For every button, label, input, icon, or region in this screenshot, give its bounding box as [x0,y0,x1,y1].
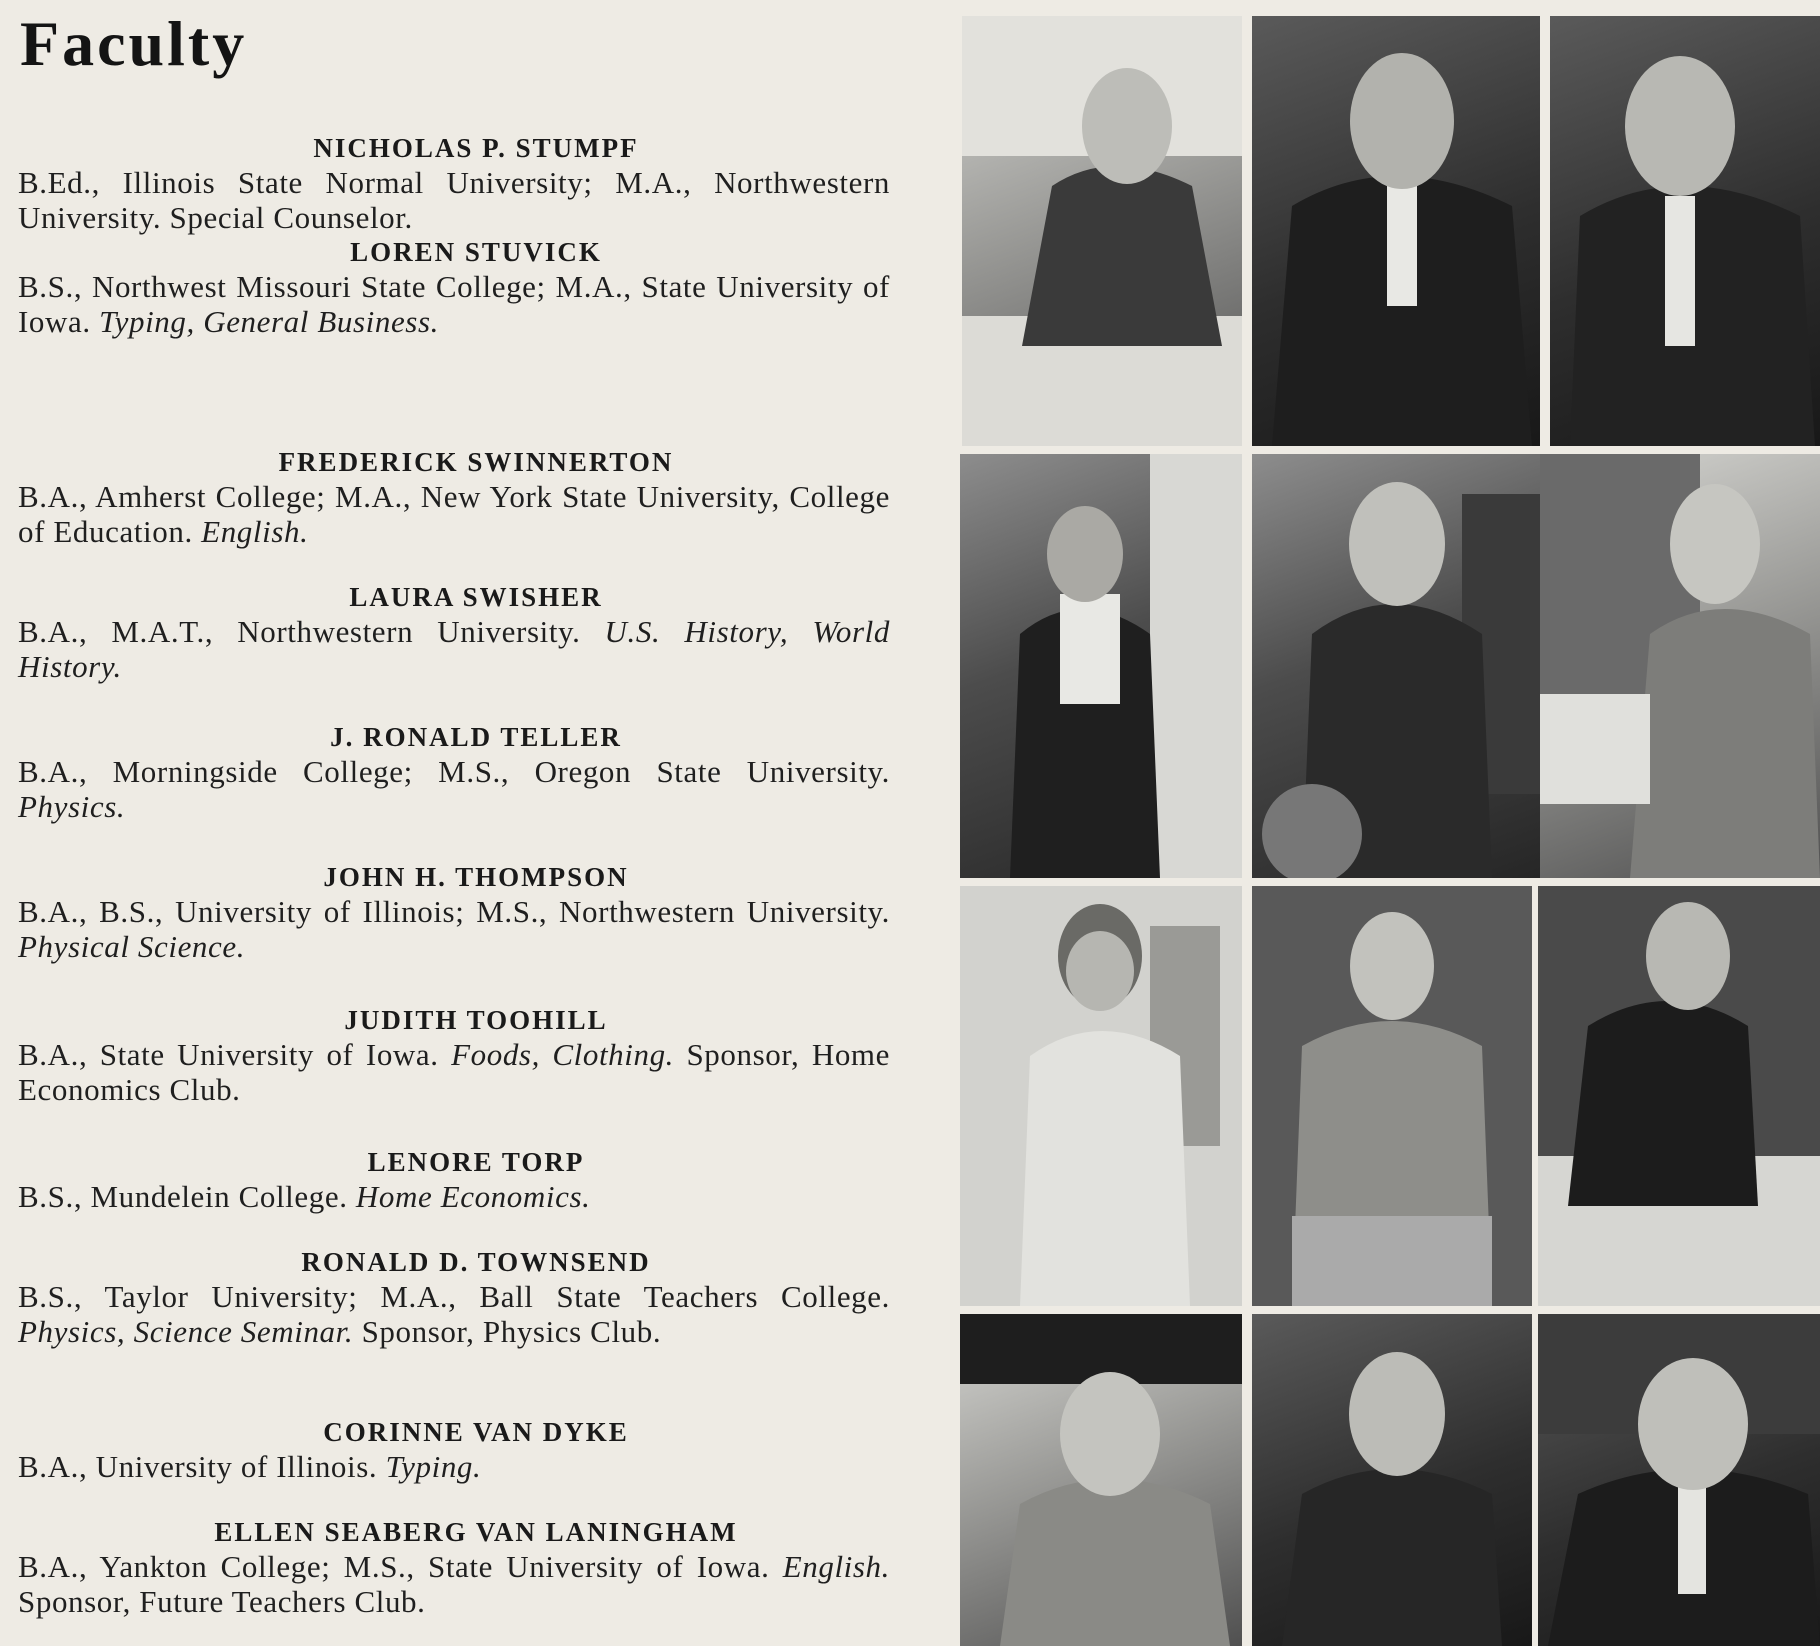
faculty-photo-grid [960,14,1820,1646]
faculty-subjects: Typing, General Business. [99,304,439,339]
faculty-name: J. RONALD TELLER [330,722,622,752]
faculty-subjects: Typing. [385,1449,482,1484]
faculty-entry [18,720,890,824]
faculty-bio: B.A., State University of Iowa. Foods, Clothing. Sponsor, Home Economics Club. [18,1037,890,1107]
faculty-name: LENORE TORP [367,1147,585,1177]
faculty-bio: B.A., M.A.T., Northwestern University. U.S. History, World History. [18,614,890,684]
faculty-subjects: Physics. [18,789,126,824]
faculty-bio: B.Ed., Illinois State Normal University; M.A., Northwestern University. Special Counselor. [18,165,890,235]
faculty-bio: B.S., Taylor University; M.A., Ball State Teachers College. Physics, Science Seminar. Sponsor, Physics Club. [18,1279,890,1349]
faculty-entry [18,131,890,235]
faculty-name: RONALD D. TOWNSEND [301,1247,651,1277]
faculty-entry [18,860,890,964]
faculty-photo [1252,1314,1532,1646]
faculty-bio: B.S., Northwest Missouri State College; M.A., State University of Iowa. Typing, General Business. [18,269,890,339]
faculty-name: LOREN STUVICK [350,237,602,267]
faculty-entry [18,1515,890,1619]
faculty-name: FREDERICK SWINNERTON [278,447,674,477]
faculty-photo [1550,16,1820,446]
faculty-subjects: Home Economics. [355,1179,591,1214]
faculty-photo [1540,454,1820,878]
faculty-photo [1538,1314,1820,1646]
faculty-entry [18,235,890,339]
faculty-photo [1252,454,1540,878]
faculty-entry [18,1245,890,1349]
faculty-bio: B.A., B.S., University of Illinois; M.S., Northwestern University. Physical Science. [18,894,890,964]
faculty-subjects: Foods, Clothing. [451,1037,675,1072]
faculty-subjects: U.S. History, World History. [18,614,890,684]
faculty-name: ELLEN SEABERG VAN LANINGHAM [214,1517,738,1547]
faculty-bio: B.A., Morningside College; M.S., Oregon State University. Physics. [18,754,890,824]
faculty-name: LAURA SWISHER [349,582,603,612]
faculty-bio: B.A., University of Illinois. Typing. [18,1449,482,1484]
faculty-entry [18,580,890,684]
faculty-name: NICHOLAS P. STUMPF [313,133,639,163]
faculty-bio: B.A., Yankton College; M.S., State University of Iowa. English. Sponsor, Future Teachers Club. [18,1549,890,1619]
faculty-bio: B.S., Mundelein College. Home Economics. [18,1179,591,1214]
faculty-name: CORINNE VAN DYKE [323,1417,629,1447]
faculty-name: JOHN H. THOMPSON [323,862,629,892]
faculty-entry [18,445,890,549]
faculty-photo [1252,16,1540,446]
faculty-photo [962,16,1242,446]
faculty-photo [1538,886,1820,1306]
faculty-name: JUDITH TOOHILL [344,1005,608,1035]
faculty-photo [960,1314,1242,1646]
faculty-bio: B.A., Amherst College; M.A., New York State University, College of Education. English. [18,479,890,549]
faculty-subjects: Physical Science. [18,929,246,964]
faculty-photo [960,886,1242,1306]
page-title: Faculty [20,8,248,79]
faculty-subjects: English. [201,514,309,549]
faculty-subjects: Physics, Science Seminar. [18,1314,354,1349]
faculty-entry [18,1145,890,1214]
faculty-subjects: English. [782,1549,890,1584]
faculty-entry [18,1003,890,1107]
faculty-entry [18,1415,890,1484]
faculty-photo [1252,886,1532,1306]
faculty-photo [960,454,1242,878]
